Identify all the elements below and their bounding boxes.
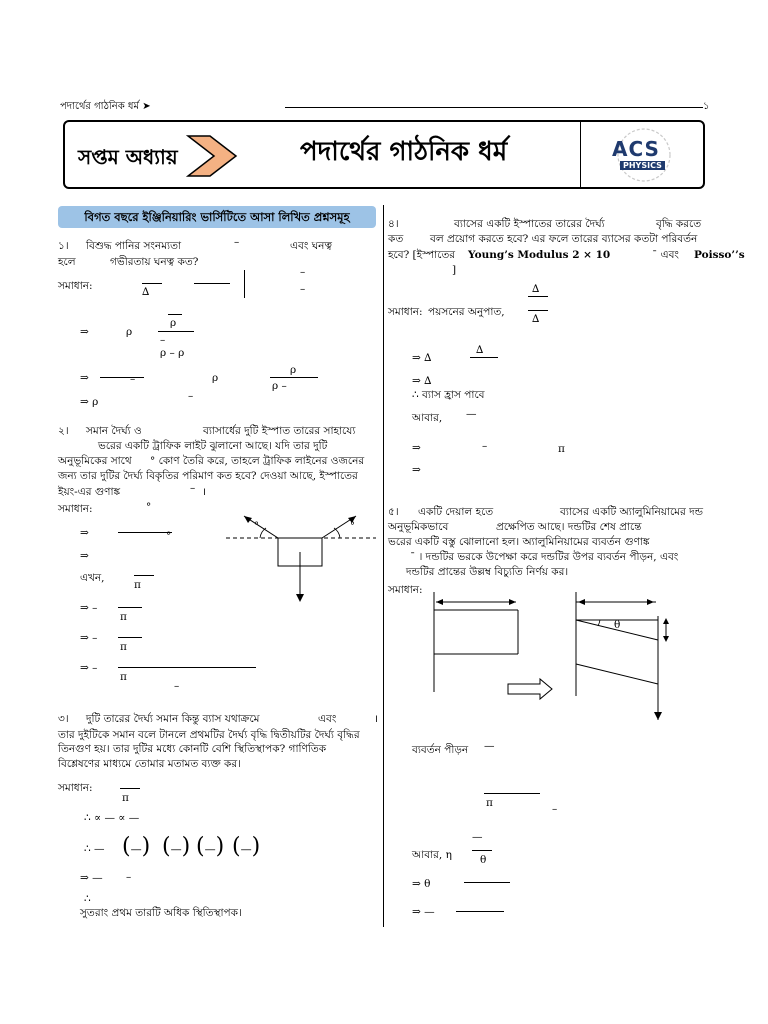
q5-shear-stress: ব্যবর্তন পীড়ন	[412, 744, 469, 756]
q5-number: ৫।	[388, 506, 399, 518]
q5-pi: π	[486, 797, 493, 809]
q3-line4: বিশ্লেষণের মাধ্যমে তোমার মতামত ব্যক্ত কর।	[58, 758, 241, 770]
q4-implies-delta-2: ⇒ ∆	[412, 375, 432, 387]
q3-frac-bar-1	[120, 788, 140, 789]
q2-solution-label: সমাধান:	[58, 503, 93, 515]
q2-angle-right: °	[350, 521, 355, 532]
q2-line4: জন্য তার দুটির দৈর্ঘ্য বিকৃতির পরিমাণ কত হবে? দেওয়া আছে, ইস্পাতের	[58, 470, 358, 482]
q1-frac-bar-1	[142, 283, 162, 284]
q1-frac-bar-2	[194, 283, 230, 284]
q2-degree-1: °	[146, 501, 152, 513]
q3-dash: –	[126, 871, 132, 883]
q2-implies-minus-3: ⇒ –	[80, 662, 98, 674]
q5-theta-diagram: θ	[614, 619, 621, 631]
q5-implies-theta: ⇒ θ	[412, 878, 431, 890]
q4-poisson-text: পয়সনের অনুপাত,	[428, 306, 505, 318]
q2-implies-2: ⇒	[80, 550, 89, 562]
q1-dash: –	[234, 236, 240, 248]
q4-frac-bar-2	[528, 310, 548, 311]
q1-dash-4: –	[160, 334, 166, 346]
q2-exp-mark: –	[190, 482, 196, 494]
column-divider	[383, 205, 384, 927]
q3-paren-2: (—)	[162, 834, 191, 859]
q3-paren-4: (—)	[232, 834, 261, 859]
q3-implies-dash: ⇒ —	[80, 872, 103, 884]
q3-therefore: ∴	[84, 893, 91, 905]
q4-line3c: ¯ এবং	[652, 249, 679, 261]
q1-dash-3: –	[300, 283, 306, 295]
q4-line1b: বৃদ্ধি করতে	[656, 218, 702, 230]
q3-line1c: ।	[374, 713, 378, 725]
q3-proportional: ∴ ∝ — ∝ —	[84, 812, 140, 824]
q1-result: ⇒ ρ	[80, 396, 99, 408]
q2-dash: –	[174, 680, 180, 692]
q4-line3b: Young’s Modulus 2 × 10	[468, 249, 611, 261]
q1-dash-6: –	[188, 390, 194, 402]
q5-line4: ¯ । দন্ডটির ভরকে উপেক্ষা করে দন্ডটির উপর ব্যবর্তন পীড়ন, এবং	[410, 551, 679, 563]
q2-line3a: অনুভূমিকের সাথে	[58, 455, 132, 467]
q3-therefore-dash: ∴ —	[84, 843, 105, 855]
q1-rho-top: ρ	[170, 317, 177, 329]
q1-rho-2: ρ	[212, 372, 219, 384]
q3-paren-3: (—)	[196, 834, 225, 859]
q1-rho-top-2: ρ	[290, 364, 297, 376]
q4-dash: —	[466, 408, 477, 420]
q1-implies-2: ⇒	[80, 372, 89, 384]
q2-line1b: ব্যাসার্ধের দুটি ইস্পাত তারের সাহায্যে	[203, 425, 356, 437]
q4-therefore-text: ∴ ব্যাস হ্রাস পাবে	[412, 389, 485, 401]
q4-again: আবার,	[412, 412, 443, 424]
q1-frac-bar-5	[100, 377, 144, 378]
q4-line1a: ব্যাসের একটি ইস্পাতের তারের দৈর্ঘ্য	[454, 218, 605, 230]
q5-frac-bar-4	[456, 911, 504, 912]
q5-solution-label: সমাধান:	[388, 584, 423, 596]
q2-angle-left: °	[254, 521, 259, 532]
q1-line2a: হলে	[58, 256, 76, 268]
q1-delta: ∆	[142, 286, 150, 298]
q1-rho-minus: ρ –	[272, 380, 287, 392]
q3-line3: তিনগুণ হয়। তার দুটির মধ্যে কোনটি বেশি স্থিতিস্থাপক? গাণিতিক	[58, 743, 327, 755]
q1-number: ১।	[58, 240, 69, 252]
q4-line4: ]	[452, 264, 457, 276]
q3-pi: π	[122, 792, 129, 804]
q4-delta-3: ∆	[476, 344, 484, 356]
q2-pi-2: π	[120, 611, 127, 623]
q3-paren-1-inner: —	[130, 843, 142, 856]
q4-delta-2: ∆	[532, 313, 540, 325]
q2-line1a: সমান দৈর্ঘ্য ও	[86, 425, 142, 437]
q2-pi-4: π	[120, 671, 127, 683]
q4-line3a: হবে? [ইস্পাতের	[388, 249, 456, 261]
q2-line3b: ° কোণ তৈরি করে, তাহলে ট্রাফিক লাইনের ওজনের	[150, 455, 365, 467]
q2-now: এখন,	[80, 572, 105, 584]
q3-paren-1: (—)	[122, 834, 151, 859]
q4-number: ৪।	[388, 218, 399, 230]
q2-degree-2: °	[166, 530, 172, 542]
section-title: বিগত বছরে ইঞ্জিনিয়ারিং ভার্সিটিতে আসা লিখিত প্রশ্নসমূহ	[58, 206, 376, 228]
q1-line1: বিশুদ্ধ পানির সংনম্যতা	[86, 240, 182, 252]
q2-frac-bar-5	[118, 667, 256, 668]
q5-theta-denominator: θ	[480, 854, 487, 866]
q4-delta-1: ∆	[532, 283, 540, 295]
q1-implies-1: ⇒	[80, 326, 89, 338]
q5-frac-bar-2	[472, 850, 492, 851]
q4-implies-delta-1: ⇒ ∆	[412, 352, 432, 364]
q1-frac-bar-6	[270, 377, 318, 378]
q1-rho-mid: ρ	[126, 326, 133, 338]
q1-vertical-bar	[244, 270, 245, 298]
q2-frac-bar-3	[118, 607, 142, 608]
q4-pi: π	[558, 443, 565, 455]
q5-line5: দন্ডটির প্রান্তের উল্লম্ব বিচ্যুতি নির্ণয় কর।	[406, 566, 569, 578]
q2-line5b: ।	[202, 486, 206, 498]
q2-frac-bar-4	[118, 637, 142, 638]
q3-paren-4-inner: —	[240, 843, 252, 856]
chevron-right-icon	[186, 134, 238, 178]
q2-frac-bar-2	[134, 575, 154, 576]
q5-line2a: অনুভূমিকভাবে	[388, 521, 449, 533]
q4-implies-1: ⇒	[412, 442, 421, 454]
q3-line1b: এবং	[318, 713, 337, 725]
q1-dash-5: –	[130, 373, 136, 385]
q4-frac-bar-1	[528, 296, 548, 297]
q5-again-eta: আবার, η	[412, 849, 452, 861]
q5-line1a: একটি দেয়াল হতে	[418, 506, 494, 518]
q3-line2: তার দুইটিকে সমান বলে টানলে প্রথমটির দৈর্ঘ্য বৃদ্ধি দ্বিতীয়টির দৈর্ঘ্য বৃদ্ধির	[58, 729, 360, 741]
logo-sub-text: PHYSICS	[620, 161, 665, 170]
q4-line2a: কত	[388, 233, 404, 245]
q3-paren-2-inner: —	[170, 843, 182, 856]
q5-dash-2: —	[472, 831, 483, 843]
q1-frac-bar-3	[168, 314, 182, 315]
q2-number: ২।	[58, 425, 69, 437]
chapter-label: সপ্তম অধ্যায়	[78, 145, 178, 169]
q4-minus: –	[482, 440, 488, 452]
page-number: ১	[703, 101, 710, 112]
q3-line1a: দুটি তারের দৈর্ঘ্য সমান কিন্তু ব্যাস যথাক্রমে	[86, 713, 260, 725]
q5-implies-dash: ⇒ —	[412, 906, 435, 918]
q4-solution-label: সমাধান:	[388, 306, 423, 318]
q2-pi-1: π	[134, 579, 141, 591]
q1-line2b: গভীরতায় ঘনত্ব কত?	[110, 256, 199, 268]
q1-line1b: এবং ঘনত্ব	[290, 240, 332, 252]
q5-frac-bar-3	[464, 882, 510, 883]
q5-frac-bar-1	[484, 793, 540, 794]
header-rule	[285, 107, 703, 108]
q5-dash-1: —	[484, 740, 495, 752]
q5-minus: –	[552, 803, 558, 815]
q5-line3: ভরের একটি বস্তু ঝোলানো হল। অ্যালুমিনিয়ামের ব্যবর্তন গুণাঙ্ক	[388, 536, 650, 548]
q1-dash-2: –	[300, 266, 306, 278]
q3-conclusion: সুতরাং প্রথম তারটি অধিক স্থিতিস্থাপক।	[80, 907, 242, 919]
q2-pi-3: π	[120, 641, 127, 653]
q5-line2b: প্রক্ষেপিত আছে। দন্ডটির শেষ প্রান্তে	[496, 521, 642, 533]
chapter-title: পদার্থের গাঠনিক ধর্ম	[300, 137, 508, 167]
q1-frac-bar-4	[158, 331, 194, 332]
q4-line2b: বল প্রয়োগ করতে হবে? এর ফলে তারের ব্যাসের কতটা পরিবর্তন	[430, 233, 698, 245]
q3-paren-3-inner: —	[204, 843, 216, 856]
q2-implies-minus-2: ⇒ –	[80, 632, 98, 644]
q2-line5: ইয়ং-এর গুণাঙ্ক	[58, 486, 121, 498]
q5-beam-diagram	[420, 592, 690, 722]
q2-implies-1: ⇒	[80, 527, 89, 539]
running-title: পদার্থের গাঠনিক ধর্ম ➤	[60, 101, 151, 112]
q1-solution-label: সমাধান:	[58, 280, 93, 292]
q5-line1b: ব্যাসের একটি অ্যালুমিনিয়ামের দন্ড	[560, 506, 704, 518]
q2-line2: ভরের একটি ট্রাফিক লাইট ঝুলানো আছে। যদি তার দুটি	[98, 440, 328, 452]
q2-implies-minus-1: ⇒ –	[80, 602, 98, 614]
q3-solution-label: সমাধান:	[58, 782, 93, 794]
banner-divider	[580, 122, 581, 188]
q4-implies-2: ⇒	[412, 464, 421, 476]
q3-number: ৩।	[58, 713, 69, 725]
q4-line3d: Poisso’’s	[694, 249, 745, 261]
logo-main-text: ACS	[612, 137, 660, 161]
q2-frac-bar-1	[118, 532, 172, 533]
q1-rho-minus-rho: ρ – ρ	[160, 347, 185, 359]
q4-frac-bar-3	[470, 357, 498, 358]
